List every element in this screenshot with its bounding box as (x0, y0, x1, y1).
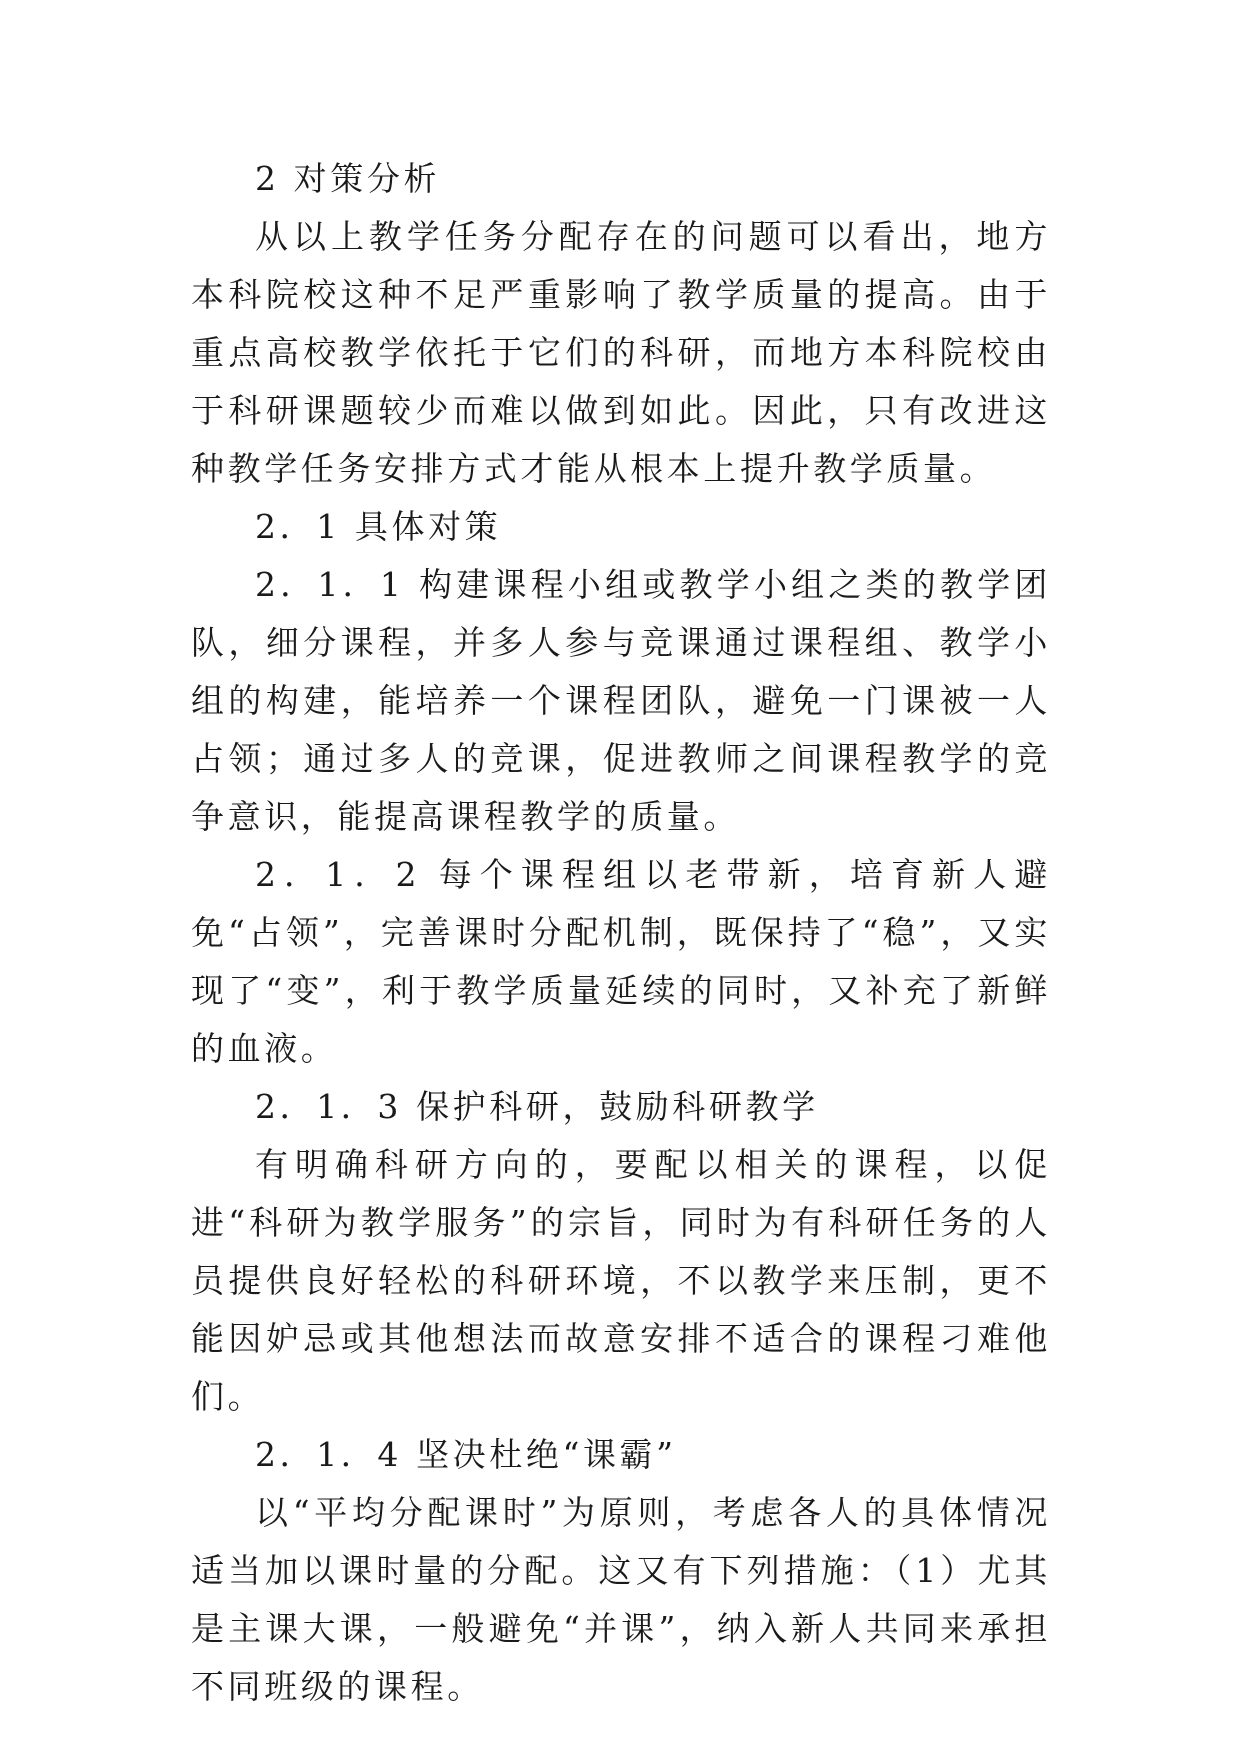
paragraph-2-1-2: 2．1．2 每个课程组以老带新，培育新人避免“占领”，完善课时分配机制，既保持了“稳”，又实现了“变”，利于教学质量延续的同时，又补充了新鲜的血液。 (191, 855, 1051, 1068)
paragraph-2-1-4-body: 以“平均分配课时”为原则，考虑各人的具体情况适当加以课时量的分配。这又有下列措施：（1）尤其是主课大课，一般避免“并课”，纳入新人共同来承担不同班级的课程。 (191, 1493, 1051, 1706)
paragraph-2-1-1: 2．1．1 构建课程小组或教学小组之类的教学团队，细分课程，并多人参与竞课通过课程组、教学小组的构建，能培养一个课程团队，避免一门课被一人占领；通过多人的竞课，促进教师之间课程教学的竞争意识，能提高课程教学的质量。 (191, 565, 1051, 836)
document-page (191, 150, 1051, 1716)
paragraph-2-1-3-body: 有明确科研方向的，要配以相关的课程，以促进“科研为教学服务”的宗旨，同时为有科研任务的人员提供良好轻松的科研环境，不以教学来压制，更不能因妒忌或其他想法而故意安排不适合的课程刁难他们。 (191, 1145, 1051, 1416)
subsection-heading-2-1-4: 2．1．4 坚决杜绝“课霸” (255, 1435, 677, 1474)
section-heading-2: 2 对策分析 (255, 159, 441, 198)
subsection-heading-2-1: 2．1 具体对策 (255, 507, 502, 546)
paragraph-analysis: 从以上教学任务分配存在的问题可以看出，地方本科院校这种不足严重影响了教学质量的提高。由于重点高校教学依托于它们的科研，而地方本科院校由于科研课题较少而难以做到如此。因此，只有改进这种教学任务安排方式才能从根本上提升教学质量。 (191, 217, 1051, 488)
subsection-heading-2-1-3: 2．1．3 保护科研，鼓励科研教学 (255, 1087, 819, 1126)
